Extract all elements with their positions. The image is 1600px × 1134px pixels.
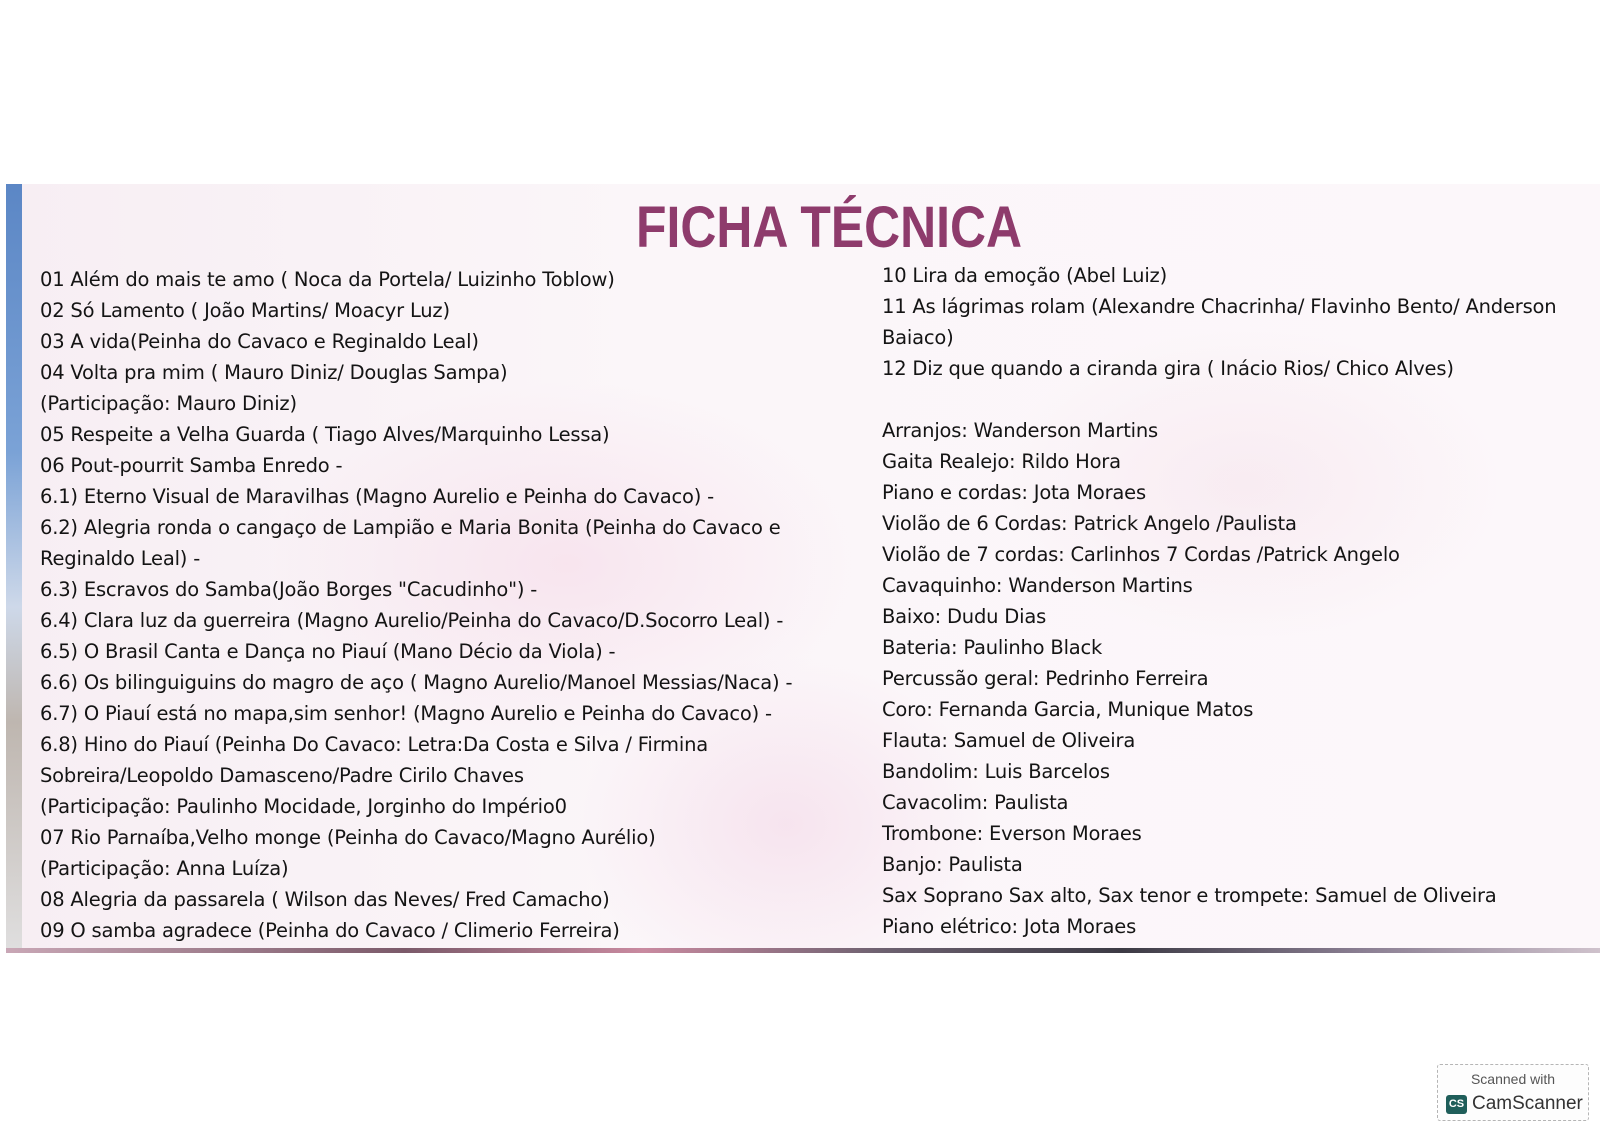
track-line: 10 Lira da emoção (Abel Luiz) [882,264,1167,287]
track-line: 6.6) Os bilinguiguins do magro de aço ( Magno Aurelio/Manoel Messias/Naca) - [40,671,793,694]
track-line: 06 Pout-pourrit Samba Enredo - [40,454,343,477]
credit-line: Percussão geral: Pedrinho Ferreira [882,667,1209,690]
credit-line: Flauta: Samuel de Oliveira [882,729,1136,752]
credit-line: Sax Soprano Sax alto, Sax tenor e trompete: Samuel de Oliveira [882,884,1497,907]
track-line: 6.8) Hino do Piauí (Peinha Do Cavaco: Letra:Da Costa e Silva / Firmina [40,733,708,756]
credit-line: Piano e cordas: Jota Moraes [882,481,1146,504]
credit-line: Baixo: Dudu Dias [882,605,1047,628]
credit-line: Piano elétrico: Jota Moraes [882,915,1137,938]
credit-line: Coro: Fernanda Garcia, Munique Matos [882,698,1254,721]
track-line: 11 As lágrimas rolam (Alexandre Chacrinha/ Flavinho Bento/ Anderson [882,295,1557,318]
track-list-left [40,264,792,946]
credit-line: Bandolim: Luis Barcelos [882,760,1110,783]
credit-line: Trombone: Everson Moraes [882,822,1142,845]
credit-line: Violão de 7 cordas: Carlinhos 7 Cordas /Patrick Angelo [882,543,1400,566]
section-spacer [882,384,1556,415]
camscanner-name: CamScanner [1472,1093,1583,1114]
track-line: 03 A vida(Peinha do Cavaco e Reginaldo Leal) [40,330,479,353]
track-line: 12 Diz que quando a ciranda gira ( Inácio Rios/ Chico Alves) [882,357,1454,380]
credit-line: Bateria: Paulinho Black [882,636,1103,659]
track-line: 6.2) Alegria ronda o cangaço de Lampião e Maria Bonita (Peinha do Cavaco e [40,516,781,539]
document-title: FICHA TÉCNICA [636,195,1023,260]
track-line: Reginaldo Leal) - [40,547,201,570]
camscanner-badge [1437,1064,1589,1121]
scanned-with-label: Scanned with [1470,1071,1556,1087]
credit-line: Cavacolim: Paulista [882,791,1069,814]
track-line: 07 Rio Parnaíba,Velho monge (Peinha do Cavaco/Magno Aurélio) [40,826,656,849]
track-line: 6.3) Escravos do Samba(João Borges "Cacudinho") - [40,578,538,601]
track-line: Sobreira/Leopoldo Damasceno/Padre Cirilo Chaves [40,764,524,787]
track-line: (Participação: Mauro Diniz) [40,392,297,415]
scan-bottom-edge [6,948,1600,953]
credit-line: Banjo: Paulista [882,853,1023,876]
track-line: 08 Alegria da passarela ( Wilson das Neves/ Fred Camacho) [40,888,610,911]
track-line: 6.5) O Brasil Canta e Dança no Piauí (Mano Décio da Viola) - [40,640,616,663]
camscanner-logo-icon: CS [1446,1095,1467,1114]
credit-line: Cavaquinho: Wanderson Martins [882,574,1193,597]
credit-line: Arranjos: Wanderson Martins [882,419,1158,442]
track-line: 6.7) O Piauí está no mapa,sim senhor! (Magno Aurelio e Peinha do Cavaco) - [40,702,772,725]
track-line: 6.1) Eterno Visual de Maravilhas (Magno Aurelio e Peinha do Cavaco) - [40,485,715,508]
track-line: (Participação: Paulinho Mocidade, Jorginho do Império0 [40,795,567,818]
track-line: 04 Volta pra mim ( Mauro Diniz/ Douglas Sampa) [40,361,508,384]
track-line: (Participação: Anna Luíza) [40,857,289,880]
scanned-document [6,184,1600,953]
track-line: Baiaco) [882,326,954,349]
track-line: 05 Respeite a Velha Guarda ( Tiago Alves/Marquinho Lessa) [40,423,610,446]
track-line: 09 O samba agradece (Peinha do Cavaco / Climerio Ferreira) [40,919,620,942]
track-line: 6.4) Clara luz da guerreira (Magno Aurelio/Peinha do Cavaco/D.Socorro Leal) - [40,609,784,632]
track-line: 01 Além do mais te amo ( Noca da Portela/ Luizinho Toblow) [40,268,615,291]
credit-line: Violão de 6 Cordas: Patrick Angelo /Paulista [882,512,1297,535]
track-and-credits-list [882,260,1556,942]
scan-left-edge [6,184,22,953]
track-line: 02 Só Lamento ( João Martins/ Moacyr Luz) [40,299,450,322]
credit-line: Gaita Realejo: Rildo Hora [882,450,1121,473]
